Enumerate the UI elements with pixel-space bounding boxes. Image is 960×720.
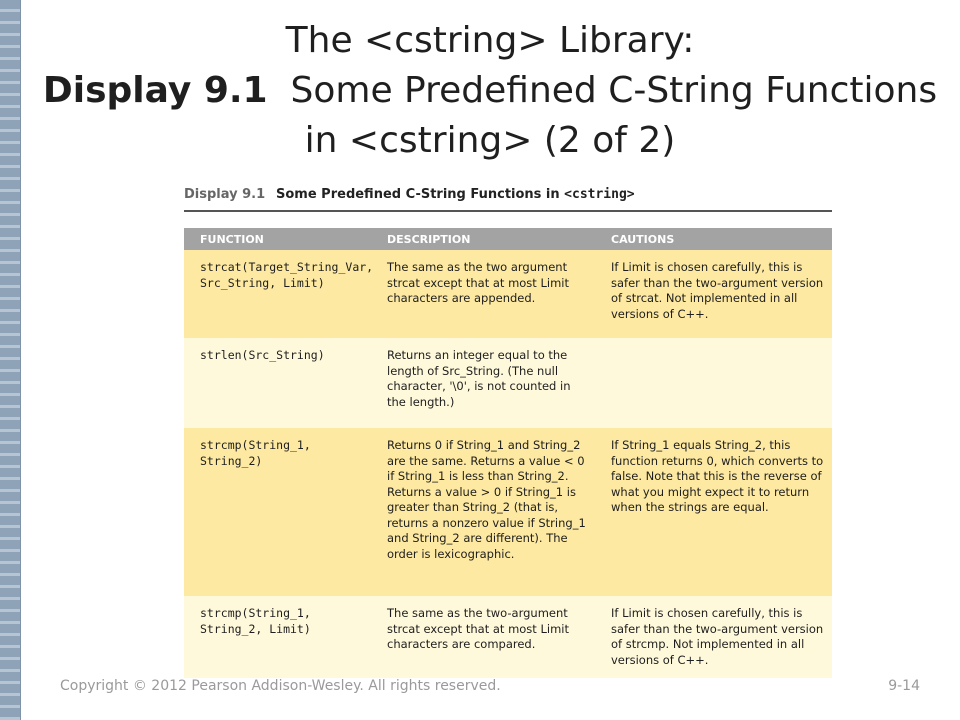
- function-cell: strcmp(String_1, String_2, Limit): [184, 596, 371, 678]
- slide-footer: [60, 678, 920, 698]
- header-function: FUNCTION: [184, 228, 371, 250]
- display-caption-code: <cstring>: [564, 187, 635, 202]
- title-line-1: The <cstring> Library:: [285, 20, 695, 61]
- title-line-2: [40, 66, 940, 116]
- table-row: [184, 428, 832, 596]
- description-cell: The same as the two-argument strcat except that at most Limit characters are compared.: [371, 596, 595, 678]
- side-decorative-stripe: [0, 0, 21, 720]
- display-number: Display 9.1: [184, 187, 266, 202]
- table-header-row: [184, 228, 832, 250]
- title-line-2-rest: Some Predefined C-String Functions: [267, 70, 938, 111]
- cautions-cell: If String_1 equals String_2, this function returns 0, which converts to false. Note that this is the reverse of what you might expect it to return when the strings are equal.: [595, 428, 832, 596]
- table-row: [184, 596, 832, 678]
- title-display-number: Display 9.1: [42, 70, 268, 111]
- description-cell: The same as the two argument strcat except that at most Limit characters are appended.: [371, 250, 595, 338]
- description-cell: Returns 0 if String_1 and String_2 are the same. Returns a value < 0 if String_1 is less than String_2. Returns a value > 0 if String_1 is greater than String_2 (that is, returns a nonzero value if String_1 and String_2 are different). The order is lexicographic.: [371, 428, 595, 596]
- cautions-cell: [595, 338, 832, 428]
- functions-table: [184, 228, 832, 678]
- cautions-cell: If Limit is chosen carefully, this is safer than the two-argument version of strcmp. Not implemented in all versions of C++.: [595, 596, 832, 678]
- page-number: 9-14: [888, 678, 920, 694]
- table-row: [184, 250, 832, 338]
- function-cell: strcmp(String_1, String_2): [184, 428, 371, 596]
- header-cautions: CAUTIONS: [595, 228, 832, 250]
- slide-title: [40, 16, 940, 166]
- function-cell: strlen(Src_String): [184, 338, 371, 428]
- display-heading: [184, 182, 832, 212]
- function-cell: strcat(Target_String_Var, Src_String, Limit): [184, 250, 371, 338]
- display-caption: Some Predefined C-String Functions in: [276, 187, 565, 202]
- display-figure: [184, 182, 832, 678]
- cautions-cell: If Limit is chosen carefully, this is safer than the two-argument version of strcat. Not implemented in all versions of C++.: [595, 250, 832, 338]
- copyright-text: Copyright © 2012 Pearson Addison-Wesley. All rights reserved.: [60, 678, 501, 694]
- header-description: DESCRIPTION: [371, 228, 595, 250]
- title-line-3: in <cstring> (2 of 2): [304, 120, 676, 161]
- table-row: [184, 338, 832, 428]
- description-cell: Returns an integer equal to the length of Src_String. (The null character, '\0', is not counted in the length.): [371, 338, 595, 428]
